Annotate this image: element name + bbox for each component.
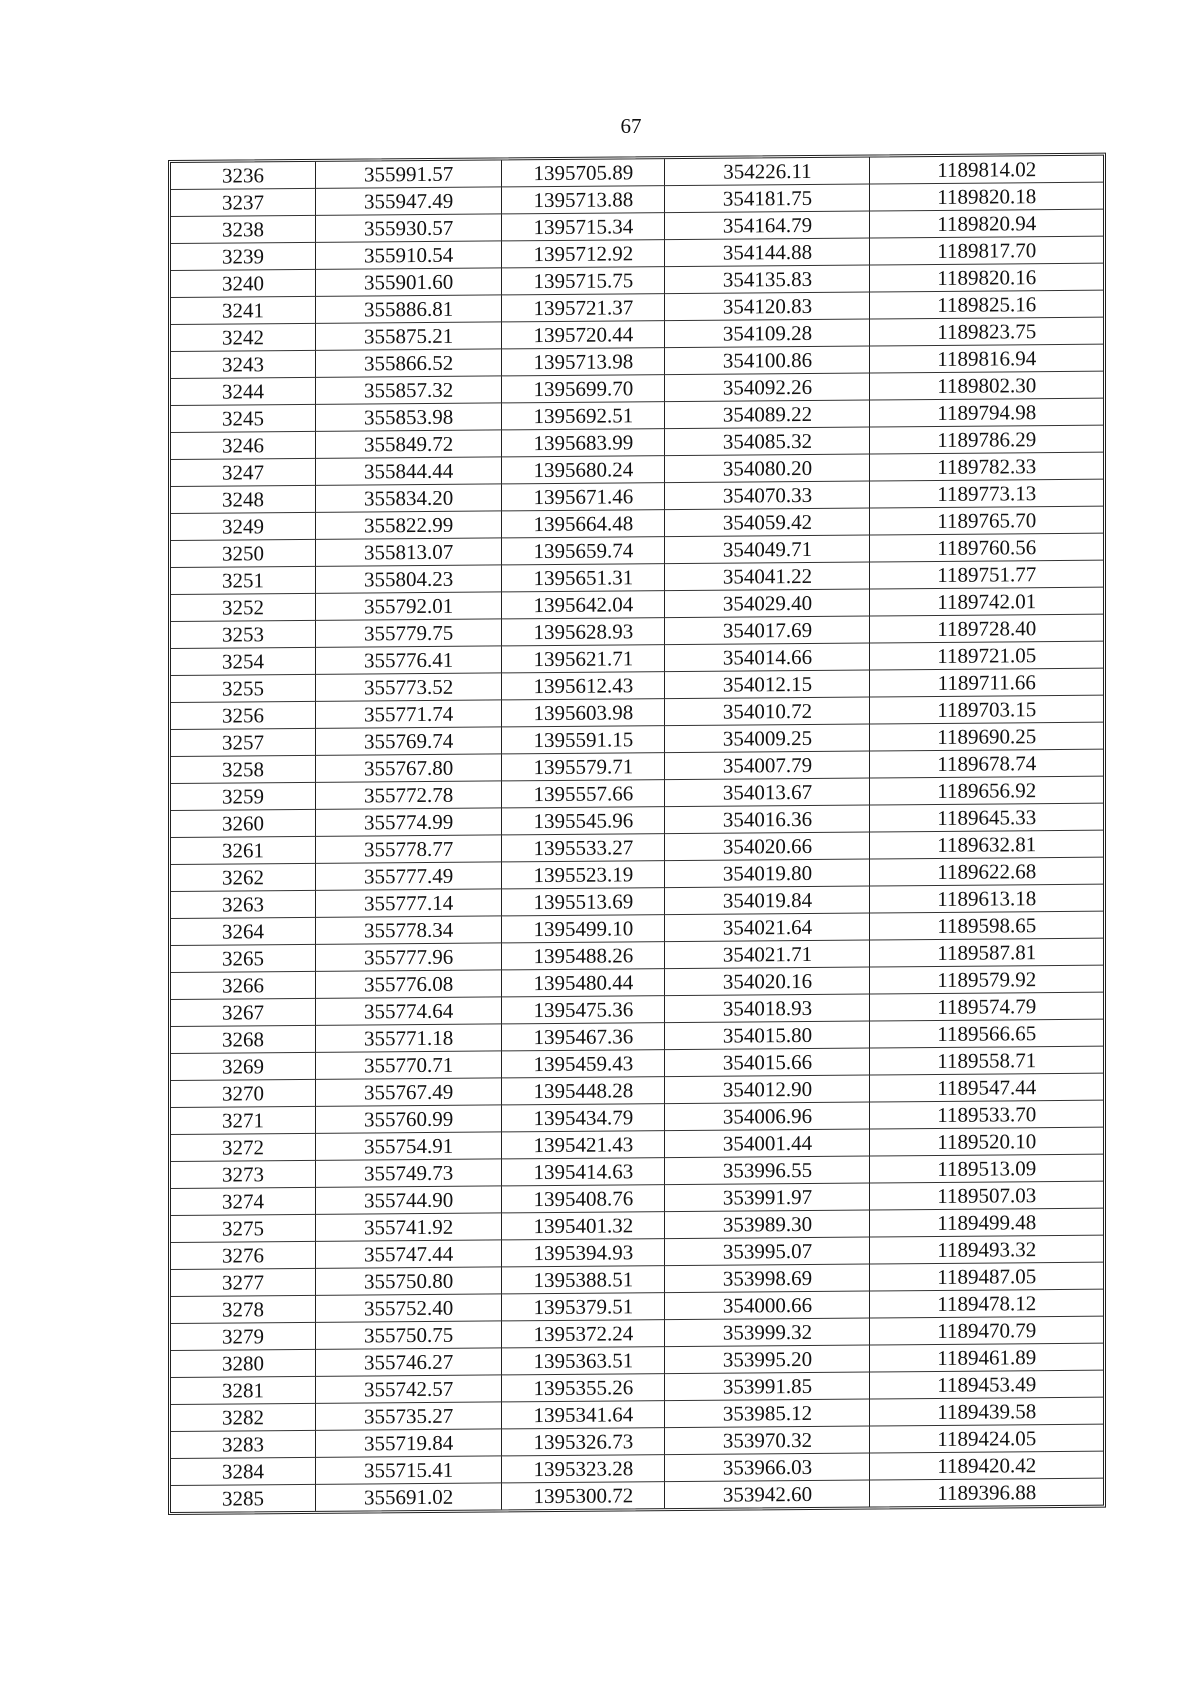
point-number-cell: 3279 [171, 1322, 315, 1350]
coord-x2-cell: 354041.22 [665, 562, 870, 591]
coord-y2-cell: 1189547.44 [870, 1073, 1103, 1102]
point-number-cell: 3252 [171, 593, 315, 621]
coord-x1-cell: 355746.27 [315, 1348, 501, 1376]
coord-y1-cell: 1395326.73 [502, 1428, 665, 1456]
coord-y1-cell: 1395379.51 [502, 1293, 665, 1321]
coord-y1-cell: 1395448.28 [502, 1077, 665, 1105]
coord-x2-cell: 354001.44 [665, 1129, 870, 1158]
point-number-cell: 3236 [171, 162, 315, 190]
point-number-cell: 3264 [171, 917, 315, 945]
coord-y2-cell: 1189493.32 [870, 1235, 1103, 1264]
coord-x2-cell: 354010.72 [665, 697, 870, 726]
coord-x1-cell: 355735.27 [315, 1402, 501, 1430]
coord-y1-cell: 1395715.75 [502, 267, 665, 295]
coord-x1-cell: 355752.40 [315, 1294, 501, 1322]
coord-y2-cell: 1189703.15 [870, 695, 1103, 724]
coord-x1-cell: 355776.08 [315, 970, 501, 998]
point-number-cell: 3237 [171, 188, 315, 216]
point-number-cell: 3267 [171, 998, 315, 1026]
coord-y1-cell: 1395699.70 [502, 375, 665, 403]
point-number-cell: 3283 [171, 1430, 315, 1458]
coord-y2-cell: 1189439.58 [870, 1397, 1103, 1426]
coord-y2-cell: 1189470.79 [870, 1316, 1103, 1345]
coord-y2-cell: 1189487.05 [870, 1262, 1103, 1291]
coord-x2-cell: 354000.66 [665, 1291, 870, 1320]
point-number-cell: 3265 [171, 944, 315, 972]
coord-y1-cell: 1395475.36 [502, 996, 665, 1024]
coord-x1-cell: 355770.71 [315, 1051, 501, 1079]
coord-y1-cell: 1395363.51 [502, 1347, 665, 1375]
coord-y2-cell: 1189816.94 [870, 344, 1103, 373]
coord-y2-cell: 1189728.40 [870, 614, 1103, 643]
coord-x1-cell: 355875.21 [315, 322, 501, 350]
coord-x2-cell: 354144.88 [665, 238, 870, 267]
coord-y1-cell: 1395712.92 [502, 240, 665, 268]
coord-x2-cell: 354016.36 [665, 805, 870, 834]
coord-y2-cell: 1189420.42 [870, 1451, 1103, 1480]
coord-y1-cell: 1395401.32 [502, 1212, 665, 1240]
coord-y2-cell: 1189632.81 [870, 830, 1103, 859]
point-number-cell: 3242 [171, 323, 315, 351]
coord-y2-cell: 1189598.65 [870, 911, 1103, 940]
coord-y2-cell: 1189656.92 [870, 776, 1103, 805]
coord-y2-cell: 1189507.03 [870, 1181, 1103, 1210]
coord-x1-cell: 355901.60 [315, 268, 501, 296]
coord-y2-cell: 1189396.88 [937, 1480, 1037, 1505]
point-number-cell: 3266 [171, 971, 315, 999]
point-number-cell: 3240 [171, 269, 315, 297]
coord-y1-cell: 1395557.66 [502, 780, 665, 808]
coord-y1-cell: 1395523.19 [502, 861, 665, 889]
coord-y2-cell: 1189461.89 [870, 1343, 1103, 1372]
coord-x2-cell: 354049.71 [665, 535, 870, 564]
coord-y1-cell: 1395480.44 [502, 969, 665, 997]
coord-y1-cell: 1395659.74 [502, 537, 665, 565]
point-number-cell: 3277 [171, 1268, 315, 1296]
point-number-cell: 3254 [171, 647, 315, 675]
coord-y2-cell: 1189424.05 [870, 1424, 1103, 1453]
point-number-cell: 3263 [171, 890, 315, 918]
coord-y1-cell: 1395579.71 [502, 753, 665, 781]
coord-y1-cell: 1395355.26 [502, 1374, 665, 1402]
coord-x1-cell: 355910.54 [315, 241, 501, 269]
point-number-cell: 3257 [171, 728, 315, 756]
coord-x2-cell: 354013.67 [665, 778, 870, 807]
coord-x1-cell: 355778.34 [315, 916, 501, 944]
coord-x1-cell: 355749.73 [315, 1159, 501, 1187]
point-number-cell: 3244 [171, 377, 315, 405]
coord-x2-cell: 354059.42 [665, 508, 870, 537]
coord-y1-cell: 1395513.69 [502, 888, 665, 916]
point-number-cell: 3260 [171, 809, 315, 837]
point-number-cell: 3262 [171, 863, 315, 891]
coord-x1-cell: 355772.78 [315, 781, 501, 809]
coord-x2-cell: 354007.79 [665, 751, 870, 780]
coord-x1-cell: 355774.99 [315, 808, 501, 836]
coord-x1-cell: 355849.72 [315, 430, 501, 458]
coord-y1-cell: 1395388.51 [502, 1266, 665, 1294]
coord-y1-cell: 1395467.36 [502, 1023, 665, 1051]
coord-x2-cell: 354092.26 [665, 373, 870, 402]
coord-x1-cell: 355844.44 [315, 457, 501, 485]
page-number: 67 [620, 114, 642, 138]
coord-y2-cell: 1189786.29 [870, 425, 1103, 454]
coord-x2-cell: 354070.33 [665, 481, 870, 510]
coord-y2-cell: 1189820.94 [870, 209, 1103, 238]
coord-y1-cell: 1395372.24 [502, 1320, 665, 1348]
coord-x2-cell: 353996.55 [665, 1156, 870, 1185]
point-number-cell: 3273 [171, 1160, 315, 1188]
coord-y2-cell: 1189825.16 [870, 290, 1103, 319]
coord-x1-cell: 355777.14 [315, 889, 501, 917]
coord-x2-cell: 354164.79 [665, 211, 870, 240]
coord-x1-cell: 355853.98 [315, 403, 501, 431]
coord-x1-cell: 355930.57 [315, 214, 501, 242]
coord-x1-cell: 355760.99 [315, 1105, 501, 1133]
point-number-cell: 3255 [171, 674, 315, 702]
point-number-cell: 3239 [171, 242, 315, 270]
coord-x1-cell: 355767.80 [315, 754, 501, 782]
coord-y1-cell: 1395300.72 [502, 1482, 665, 1510]
point-number-cell: 3249 [171, 512, 315, 540]
coord-x2-cell: 354012.15 [665, 670, 870, 699]
coord-x1-cell: 355857.32 [315, 376, 501, 404]
coord-y2-cell: 1189721.05 [870, 641, 1103, 670]
coord-y1-cell: 1395533.27 [502, 834, 665, 862]
coord-x2-cell: 354080.20 [665, 454, 870, 483]
coord-y2-cell: 1189820.16 [870, 263, 1103, 292]
coord-x2-cell: 354009.25 [665, 724, 870, 753]
coord-y2-cell: 1189579.92 [870, 965, 1103, 994]
coord-x2-cell: 354089.22 [665, 400, 870, 429]
coord-y1-cell: 1395713.88 [502, 186, 665, 214]
coord-x1-cell: 355886.81 [315, 295, 501, 323]
coord-y1-cell: 1395421.43 [502, 1131, 665, 1159]
coord-y2-cell: 1189478.12 [870, 1289, 1103, 1318]
coord-y1-cell: 1395651.31 [502, 564, 665, 592]
coord-y2-cell: 1189690.25 [870, 722, 1103, 751]
coord-y2-cell: 1189823.75 [870, 317, 1103, 346]
point-number-cell: 3245 [171, 404, 315, 432]
coord-x2-cell: 353989.30 [665, 1210, 870, 1239]
coord-x1-cell: 355742.57 [315, 1375, 501, 1403]
point-number-cell: 3243 [171, 350, 315, 378]
coord-x2-cell: 353998.69 [665, 1264, 870, 1293]
coord-y2-cell: 1189513.09 [870, 1154, 1103, 1183]
coord-x2-cell: 354021.64 [665, 913, 870, 942]
coord-y1-cell: 1395603.98 [502, 699, 665, 727]
point-number-cell: 3269 [171, 1052, 315, 1080]
point-number-cell: 3250 [171, 539, 315, 567]
point-number-cell: 3259 [171, 782, 315, 810]
coord-y2-cell: 1189794.98 [870, 398, 1103, 427]
coord-y1-cell: 1395499.10 [502, 915, 665, 943]
point-number-cell: 3282 [171, 1403, 315, 1431]
coord-y2-cell: 1189742.01 [870, 587, 1103, 616]
coord-y2-cell: 1189760.56 [870, 533, 1103, 562]
point-number-cell: 3241 [171, 296, 315, 324]
coord-y2-cell: 1189765.70 [870, 506, 1103, 535]
coord-x2-cell: 353999.32 [665, 1318, 870, 1347]
coord-x1-cell: 355804.23 [315, 565, 501, 593]
coord-y1-cell: 1395720.44 [502, 321, 665, 349]
coord-y1-cell: 1395705.89 [502, 159, 665, 187]
coord-x2-cell: 354020.16 [665, 967, 870, 996]
coord-x1-cell: 355771.74 [315, 700, 501, 728]
point-number-cell: 3268 [171, 1025, 315, 1053]
coord-x1-cell: 355778.77 [315, 835, 501, 863]
point-number-cell: 3251 [171, 566, 315, 594]
coord-y2-cell: 1189814.02 [870, 156, 1103, 184]
coord-x2-cell: 354014.66 [665, 643, 870, 672]
coord-x2-cell: 353985.12 [665, 1399, 870, 1428]
coord-x2-cell: 354135.83 [665, 265, 870, 294]
coord-y1-cell: 1395545.96 [502, 807, 665, 835]
coord-y1-cell: 1395488.26 [502, 942, 665, 970]
coord-x1-cell: 355777.96 [315, 943, 501, 971]
coord-x1-cell: 355771.18 [315, 1024, 501, 1052]
coord-y1-cell: 1395721.37 [502, 294, 665, 322]
coord-y2-cell: 1189533.70 [870, 1100, 1103, 1129]
coordinate-table [171, 156, 1103, 1512]
coord-y1-cell: 1395621.71 [502, 645, 665, 673]
coord-x1-cell: 355754.91 [315, 1132, 501, 1160]
coord-y1-cell: 1395628.93 [502, 618, 665, 646]
coord-y1-cell: 1395591.15 [502, 726, 665, 754]
point-number-cell: 3284 [171, 1457, 315, 1485]
coord-y2-cell: 1189678.74 [870, 749, 1103, 778]
coord-y2-cell: 1189587.81 [870, 938, 1103, 967]
coord-x2-cell: 354029.40 [665, 589, 870, 618]
coord-y1-cell: 1395394.93 [502, 1239, 665, 1267]
coord-x1-cell: 355947.49 [315, 187, 501, 215]
coord-x1-cell: 355779.75 [315, 619, 501, 647]
coord-y1-cell: 1395713.98 [502, 348, 665, 376]
coord-y1-cell: 1395715.34 [502, 213, 665, 241]
coordinate-table-frame [168, 153, 1106, 1515]
coord-x1-cell: 355715.41 [315, 1456, 501, 1484]
coord-y2-cell: 1189802.30 [870, 371, 1103, 400]
point-number-cell: 3248 [171, 485, 315, 513]
point-number-cell: 3278 [171, 1295, 315, 1323]
coord-y2-cell: 1189622.68 [870, 857, 1103, 886]
coord-y2-cell: 1189817.70 [870, 236, 1103, 265]
coord-y1-cell: 1395683.99 [502, 429, 665, 457]
coord-y1-cell: 1395642.04 [502, 591, 665, 619]
coord-x2-cell: 354018.93 [665, 994, 870, 1023]
coord-x1-cell: 355747.44 [315, 1240, 501, 1268]
point-number-cell: 3247 [171, 458, 315, 486]
coord-y2-cell: 1189820.18 [870, 182, 1103, 211]
coord-y2-cell: 1189751.77 [870, 560, 1103, 589]
coord-x1-cell: 355773.52 [315, 673, 501, 701]
coord-x1-cell: 355776.41 [315, 646, 501, 674]
coord-y1-cell: 1395680.24 [502, 456, 665, 484]
coord-x1-cell: 355750.80 [315, 1267, 501, 1295]
coord-y1-cell: 1395408.76 [502, 1185, 665, 1213]
coord-x2-cell: 354019.80 [665, 859, 870, 888]
coord-x2-cell: 354085.32 [665, 427, 870, 456]
coord-x2-cell: 354015.66 [665, 1048, 870, 1077]
coord-y1-cell: 1395414.63 [502, 1158, 665, 1186]
coord-x2-cell: 354012.90 [665, 1075, 870, 1104]
coord-y1-cell: 1395671.46 [502, 483, 665, 511]
coord-y2-cell: 1189558.71 [870, 1046, 1103, 1075]
coord-y2-cell: 1189613.18 [870, 884, 1103, 913]
coord-y2-cell: 1189782.33 [870, 452, 1103, 481]
point-number-cell: 3261 [171, 836, 315, 864]
point-number-cell: 3276 [171, 1241, 315, 1269]
coord-x1-cell: 355813.07 [315, 538, 501, 566]
coord-x2-cell: 354019.84 [665, 886, 870, 915]
coord-y1-cell: 1395341.64 [502, 1401, 665, 1429]
coord-y2-cell: 1189711.66 [870, 668, 1103, 697]
coord-x2-cell: 353995.20 [665, 1345, 870, 1374]
coord-x2-cell: 353942.60 [665, 1480, 870, 1508]
coord-y1-cell: 1395459.43 [502, 1050, 665, 1078]
point-number-cell: 3281 [171, 1376, 315, 1404]
point-number-cell: 3272 [171, 1133, 315, 1161]
point-number-cell: 3253 [171, 620, 315, 648]
point-number-cell: 3258 [171, 755, 315, 783]
coord-y2-cell: 1189520.10 [870, 1127, 1103, 1156]
coord-x2-cell: 354021.71 [665, 940, 870, 969]
coord-y2-cell: 1189645.33 [870, 803, 1103, 832]
coord-x1-cell: 355750.75 [315, 1321, 501, 1349]
point-number-cell: 3271 [171, 1106, 315, 1134]
coord-x2-cell: 354109.28 [665, 319, 870, 348]
coord-x1-cell: 355767.49 [315, 1078, 501, 1106]
coord-x1-cell: 355691.02 [315, 1483, 501, 1511]
coord-x2-cell: 354120.83 [665, 292, 870, 321]
point-number-cell: 3256 [171, 701, 315, 729]
coord-x2-cell: 354100.86 [665, 346, 870, 375]
coord-x2-cell: 353991.85 [665, 1372, 870, 1401]
point-number-cell: 3246 [171, 431, 315, 459]
coord-x1-cell: 355741.92 [315, 1213, 501, 1241]
point-number-cell: 3238 [171, 215, 315, 243]
coord-x2-cell: 353995.07 [665, 1237, 870, 1266]
coord-y1-cell: 1395692.51 [502, 402, 665, 430]
coord-x2-cell: 353970.32 [665, 1426, 870, 1455]
coord-x1-cell: 355822.99 [315, 511, 501, 539]
point-number-cell: 3280 [171, 1349, 315, 1377]
coord-x2-cell: 354226.11 [665, 157, 870, 185]
coord-y2-cell: 1189453.49 [870, 1370, 1103, 1399]
coord-y2-cell: 1189773.13 [870, 479, 1103, 508]
coord-x1-cell: 355792.01 [315, 592, 501, 620]
coord-x2-cell: 354006.96 [665, 1102, 870, 1131]
coord-x2-cell: 353991.97 [665, 1183, 870, 1212]
coord-x1-cell: 355777.49 [315, 862, 501, 890]
coord-x1-cell: 355769.74 [315, 727, 501, 755]
coord-x1-cell: 355744.90 [315, 1186, 501, 1214]
coord-x1-cell: 355774.64 [315, 997, 501, 1025]
coord-x2-cell: 354181.75 [665, 184, 870, 213]
point-number-cell: 3275 [171, 1214, 315, 1242]
coord-x2-cell: 354020.66 [665, 832, 870, 861]
coord-x1-cell: 355991.57 [315, 160, 501, 188]
coord-x2-cell: 353966.03 [665, 1453, 870, 1482]
coord-x2-cell: 354017.69 [665, 616, 870, 645]
coord-x1-cell: 355834.20 [315, 484, 501, 512]
coord-x1-cell: 355866.52 [315, 349, 501, 377]
coord-y1-cell: 1395664.48 [502, 510, 665, 538]
point-number-cell: 3270 [171, 1079, 315, 1107]
coord-y1-cell: 1395434.79 [502, 1104, 665, 1132]
coord-y1-cell: 1395612.43 [502, 672, 665, 700]
coord-y2-cell: 1189574.79 [870, 992, 1103, 1021]
coord-y2-cell: 1189499.48 [870, 1208, 1103, 1237]
coord-y2-cell: 1189566.65 [870, 1019, 1103, 1048]
point-number-cell: 3285 [171, 1484, 315, 1512]
point-number-cell: 3274 [171, 1187, 315, 1215]
coordinate-table-body [171, 156, 1103, 1512]
coord-y1-cell: 1395323.28 [502, 1455, 665, 1483]
coord-x2-cell: 354015.80 [665, 1021, 870, 1050]
coord-x1-cell: 355719.84 [315, 1429, 501, 1457]
